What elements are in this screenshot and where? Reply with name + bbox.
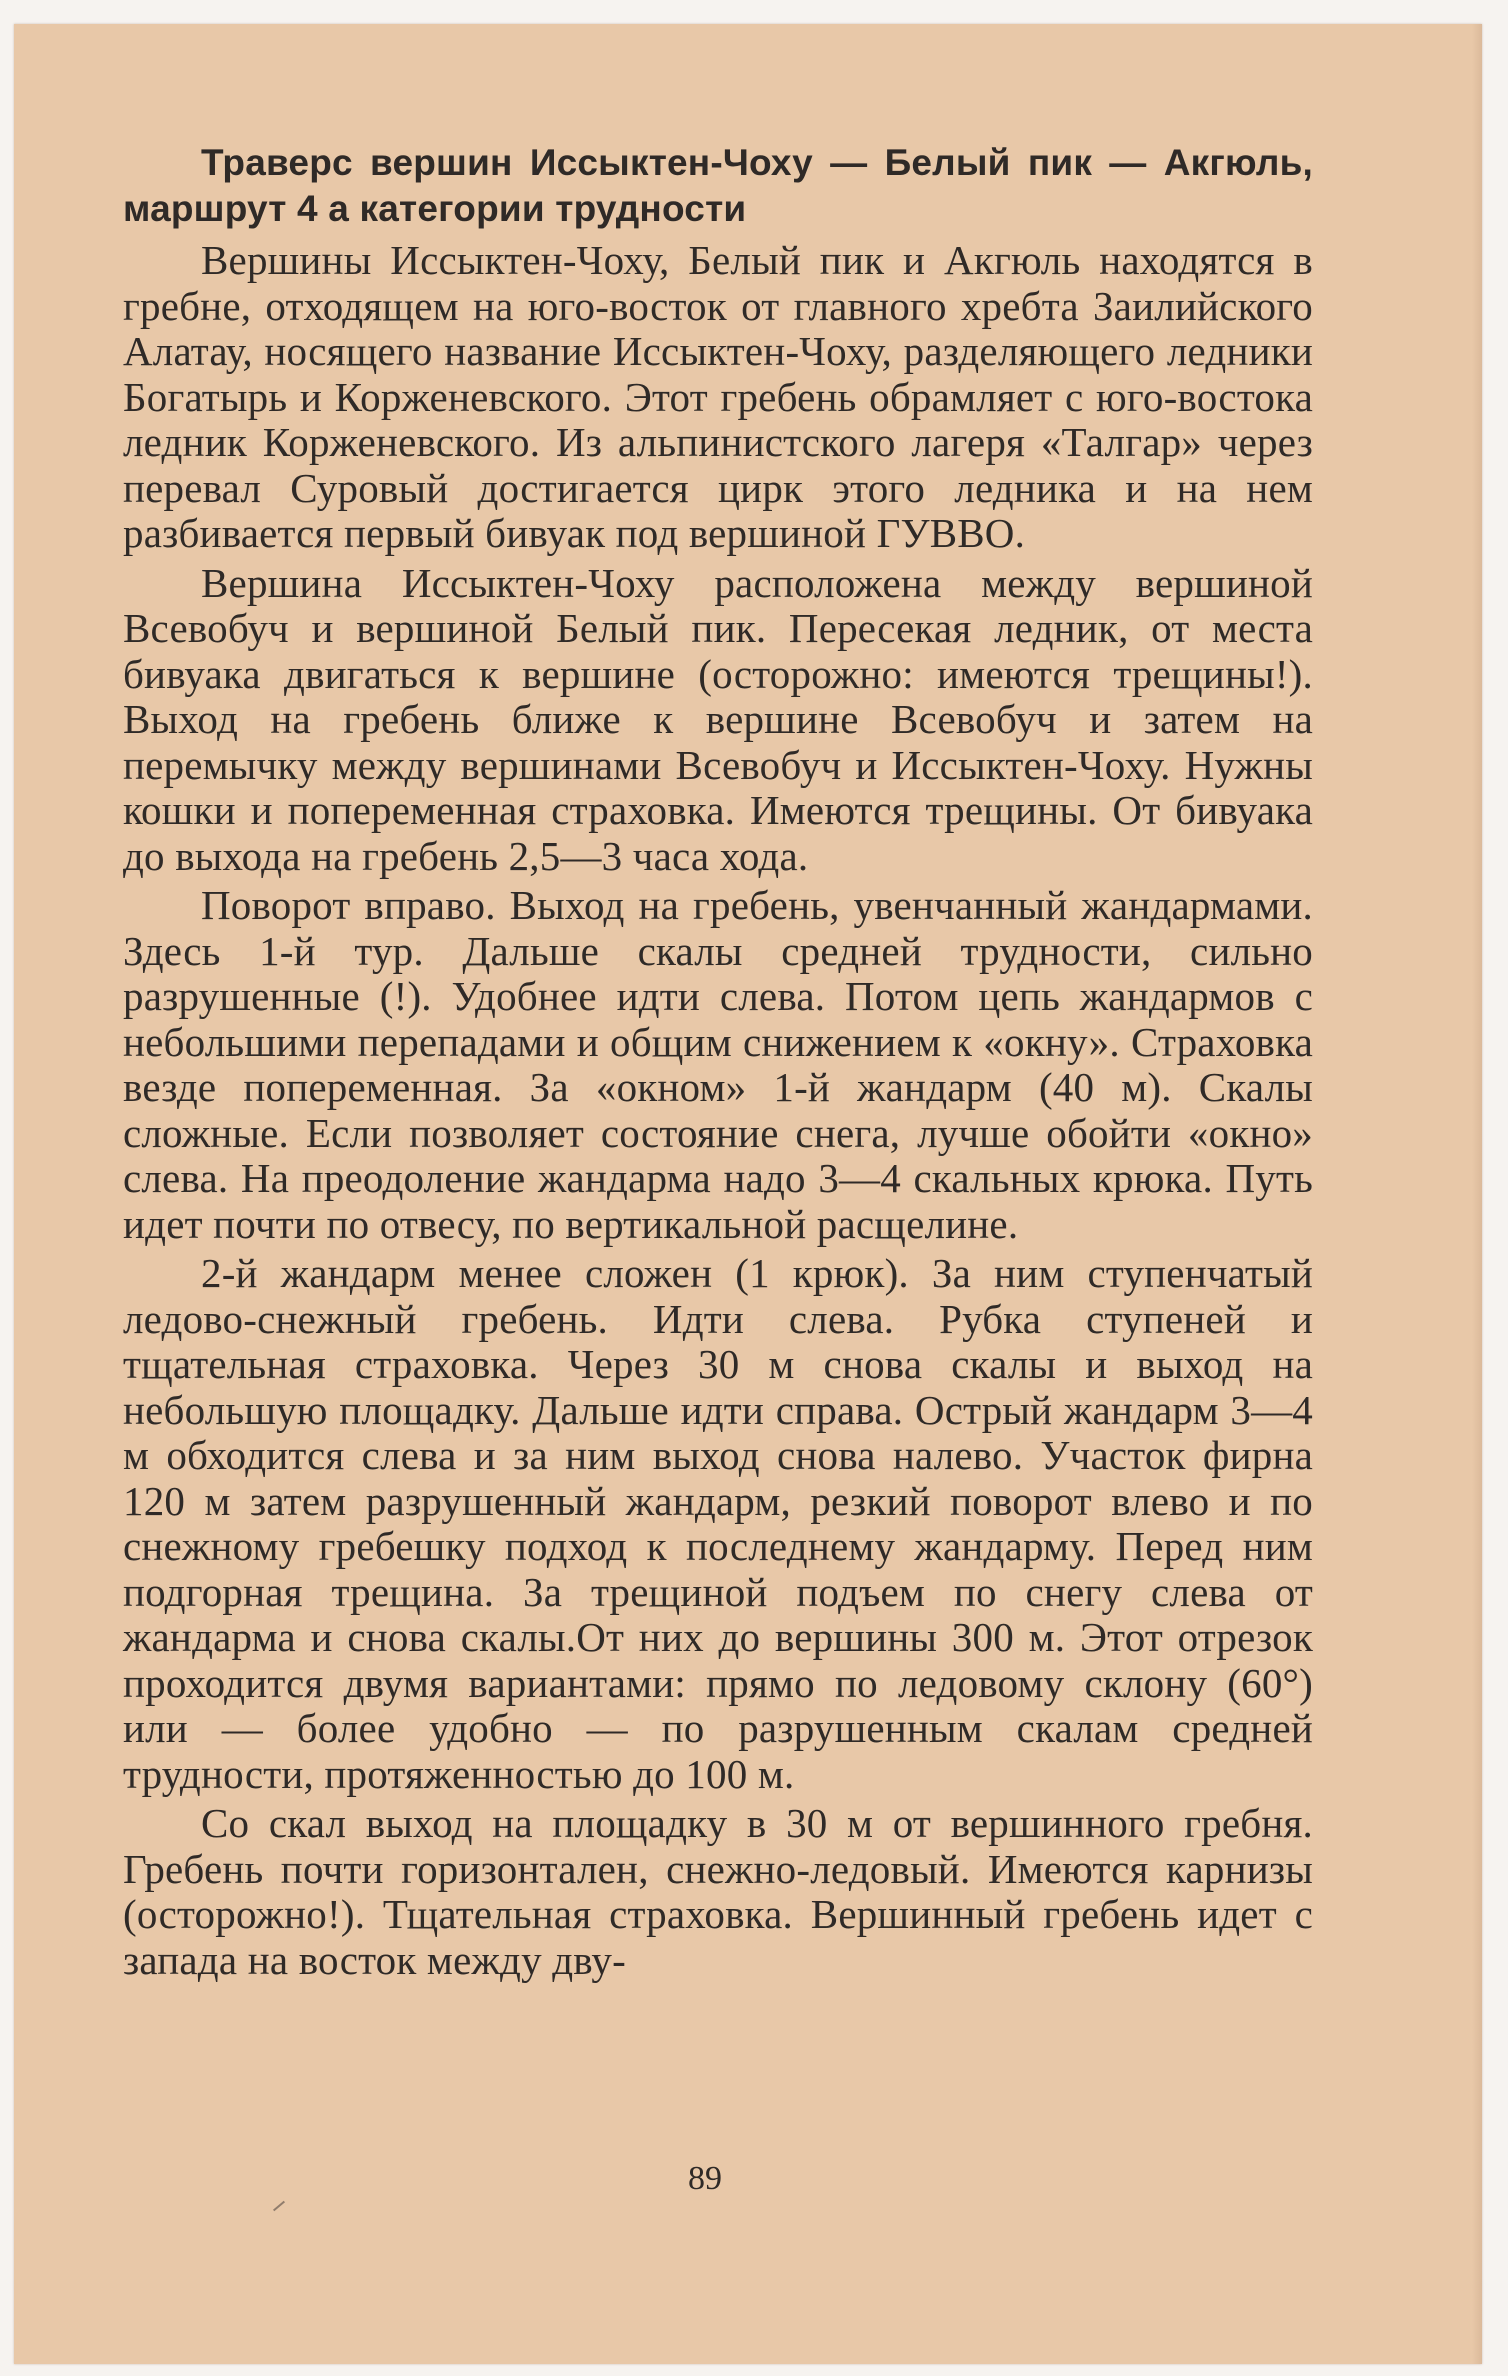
paragraph-4: 2-й жандарм менее сложен (1 крюк). За ним ступенчатый ледово-снежный гребень. Идти слева. Рубка ступеней и тщательная страховка. Через 30 м снова скалы и выход на небольшую площадку. Дальше идти справа. Острый жандарм 3—4 м обходится слева и за ним выход снова налево. Участок фирна 120 м затем разрушенный жандарм, резкий поворот влево и по снежному гребешку подход к последнему жандарму. Перед ним подгорная трещина. За трещиной подъем по снегу слева от жандарма и снова скалы.От них до вершины 300 м. Этот отрезок проходится двумя вариантами: прямо по ледовому склону (60°) или — более удобно — по разрушенным скалам средней трудности, протяженностью до 100 м. <box>123 1250 1313 1797</box>
paragraph-3: Поворот вправо. Выход на гребень, увенчанный жандармами. Здесь 1-й тур. Дальше скалы средней трудности, сильно разрушенные (!). Удобнее идти слева. Потом цепь жандармов с небольшими перепадами и общим снижением к «окну». Страховка везде попеременная. За «окном» 1-й жандарм (40 м). Скалы сложные. Если позволяет состояние снега, лучше обойти «окно» слева. На преодоление жандарма надо 3—4 скальных крюка. Путь идет почти по отвесу, по вертикальной расщелине. <box>123 882 1313 1247</box>
page-number: 89 <box>688 2160 722 2197</box>
text-column <box>123 140 1313 1987</box>
page-edge <box>1472 24 1482 2364</box>
paragraph-2: Вершина Иссыктен-Чоху расположена между вершиной Всевобуч и вершиной Белый пик. Пересекая ледник, от места бивуака двигаться к вершине (осторожно: имеются трещины!). Выход на гребень ближе к вершине Всевобуч и затем на перемычку между вершинами Всевобуч и Иссыктен-Чоху. Нужны кошки и попеременная страховка. Имеются трещины. От бивуака до выхода на гребень 2,5—3 часа хода. <box>123 559 1313 879</box>
paragraph-5: Со скал выход на площадку в 30 м от вершинного гребня. Гребень почти горизонтален, снежно-ледовый. Имеются карнизы (осторожно!). Тщательная страховка. Вершинный гребень идет с запада на восток между дву- <box>123 1800 1313 1983</box>
section-heading: Траверс вершин Иссыктен-Чоху — Белый пик — Акгюль, маршрут 4 а категории трудности <box>123 142 1313 229</box>
paragraph-1: Вершины Иссыктен-Чоху, Белый пик и Акгюль находятся в гребне, отходящем на юго-восток от главного хребта Заилийского Алатау, носящего название Иссыктен-Чоху, разделяющего ледники Богатырь и Корженевского. Этот гребень обрамляет с юго-востока ледник Корженевского. Из альпинистского лагеря «Талгар» через перевал Суровый достигается цирк этого ледника и на нем разбивается первый бивуак под вершиной ГУВВО. <box>123 237 1313 556</box>
